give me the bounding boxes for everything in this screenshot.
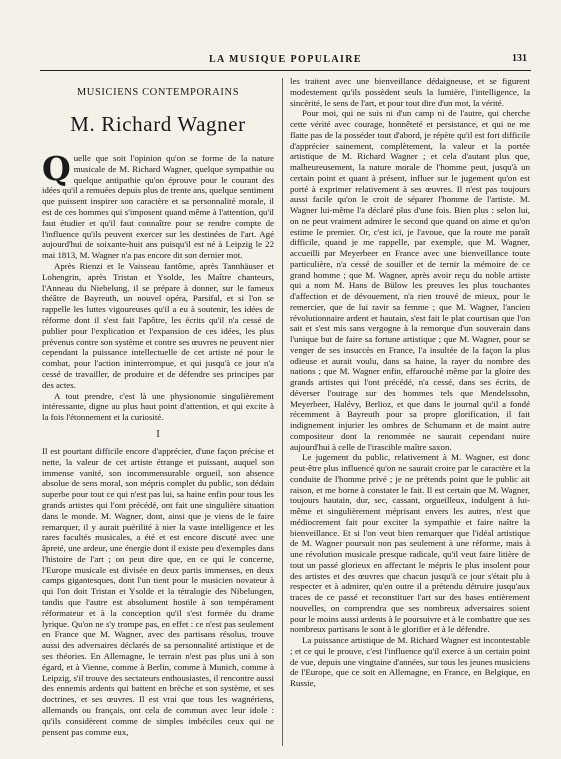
right-paragraph-3: Le jugement du public, relativement à M. Wagner, est donc peut-être plus influencé qu'on ne saurait croire par le caractère et la conduite de l'homme privé ; je ne prétends point que le public ait raison, et me borne à constater le fait. Il est certain que M. Wagner, toujours hautain, dur, sec, cassant, orgueilleux, indulgent à lui-même et singulièrement méprisant envers les autres, n'est que médiocrement fait pour exciter la sympathie et faire naître la bienveillance. Et si l'on veut bien remarquer que l'idéal artistique de M. Wagner poursuit non pas seulement à une réforme, mais à une révolution musicale presque radicale, qu'il veut faire litière de tout un passé glorieux en affectant le mépris le plus insolent pour des artistes et des œuvres que chacun jusqu'à ce jour s'était plu à respecter et à admirer, qu'en outre il a prétendu détruire jusqu'aux traces de ce passé et reconstituer l'art sur des bases entièrement nouvelles, on comprendra que ses nombreux adversaires soient pour le moins aussi ardents à le poursuivre et à le combattre que ses nombreux partisans le sont à le glorifier et à le défendre. — [290, 452, 530, 635]
right-paragraph-4: La puissance artistique de M. Richard Wagner est incontestable ; et ce qui le prouve, c'est l'influence qu'il exerce à un certain point de vue, depuis une vingtaine d'années, sur tous les jeunes musiciens de l'Europe, que ce soit en Allemagne, en France, en Belgique, en Russie, — [290, 635, 530, 688]
right-paragraph-1: les traitent avec une bienveillance dédaigneuse, et se figurent modestement qu'ils possèdent seuls la lumière, l'intelligence, la sincérité, le sens de l'art, et pour tout dire d'un mot, la vérité. — [290, 76, 530, 108]
intro-paragraph-2: Après Rienzi et le Vaisseau fantôme, après Tannhäuser et Lohengrin, après Tristan et Ysolde, les Maître chanteurs, l'Anneau du Niebelung, il se prépare à donner, sur le fameux théâtre de Bayreuth, un nouvel opéra, Parsifal, et si l'on se rappelle les luttes vigoureuses qu'il a eu à soutenir, les idées de réforme dont il s'est fait l'apôtre, les écrits qu'il n'a cessé de publier pour l'explication et l'expansion de ces idées, les plus prévenus contre son système et contre ses œuvres ne peuvent nier cependant la puissance intellectuelle de cet artiste né pour le combat, pour l'action ininterrompue, et qui jusqu'à ce jour n'a cessé de travailler, de produire et de défendre ses principes par des actes. — [42, 260, 274, 390]
intro-paragraph-3: A tout prendre, c'est là une physionomie singulièrement intéressante, digne au plus haut point d'attention, et qui excite à la fois l'étonnement et la curiosité. — [42, 390, 274, 423]
intro-paragraph-1 — [42, 149, 274, 261]
right-paragraph-2: Pour moi, qui ne suis ni d'un camp ni de l'autre, qui cherche cette vérité avec courage, honnêteté et persistance, et qui ne me flatte pas de la posséder tout d'abord, je répète qu'il est fort difficile d'apprécier sainement, complètement, la valeur et la portée artistique de M. Richard Wagner ; et cela d'autant plus que, malheureusement, la nature morale de l'homme peut, jusqu'à un certain point et quant à présent, influer sur le jugement qu'on est porté à exprimer relativement à ses œuvres. Il n'est pas toujours aussi facile qu'on le croit de séparer l'homme de l'artiste. M. Wagner lui-même l'a déclaré plus d'une fois. Bien plus : selon lui, on ne peut vraiment admirer le second que quand on aime et qu'on estime le premier. Or, c'est ici, je l'avoue, que la route me paraît difficile, quand je me rappelle, par exemple, que M. Wagner, accueilli par Meyerbeer en France avec une bienveillance toute particulière, n'a cessé de souiller et de ternir la mémoire de ce grand homme ; que M. Wagner, après avoir reçu du noble artiste qui a nom M. Hans de Bülow les preuves les plus touchantes d'affection et de dévouement, n'a rien trouvé de mieux, pour le remercier, que de lui ravir sa femme ; que M. Wagner, l'ancien révolutionnaire ardent et hautain, s'est fait le plat courtisan que l'on sait et s'est mis sans vergogne à la remorque d'un souverain dans l'unique but de faire sa fortune artistique ; que M. Wagner, pour se venger de ses insuccès en France, l'a insultée de la façon la plus odieuse et aurait voulu, dans sa haine, la rayer du nombre des nations ; que M. Wagner enfin, effarouché même par la gloire des grands artistes qui l'ont précédé, n'a cessé, dans ses écrits, de déverser l'outrage sur des hommes tels que Mendelssohn, Meyerbeer, Halévy, Berlioz, et que dans le journal qu'il a fondé récemment à Bayreuth pour sa propre glorification, il fait indignement injurier les ombres de Schumann et de maint autre compositeur dont la renommée ne saurait cependant nuire aujourd'hui à celle de l'irascible maître saxon. — [290, 108, 530, 452]
part-number: I — [156, 428, 160, 440]
intro-paragraph-1-text: uelle que soit l'opinion qu'on se forme de la nature musicale de M. Richard Wagner, quelque sympathie ou quelque antipathie qu'on éprouve pour le courant des idées qu'il a remuées depuis plus de trente ans, quelque sentiment que puissent inspirer son caractère et sa personnalité morale, il est de ces hommes qui s'imposent quand même à l'attention, qu'il faut étudier et qu'il faut connaître pour se rendre compte de l'influence qu'ils peuvent exercer sur les destinées de l'art. Agé aujourd'hui de soixante-huit ans puisqu'il est né à Leipzig le 22 mai 1813, M. Wagner n'a pas encore dit son dernier mot. — [42, 153, 274, 261]
page-number: 131 — [512, 53, 527, 64]
column-divider — [282, 78, 283, 746]
right-column — [290, 76, 530, 689]
drop-cap: Q — [42, 149, 71, 188]
article-title: M. Richard Wagner — [70, 112, 246, 136]
running-title: LA MUSIQUE POPULAIRE — [208, 54, 362, 65]
section-title: MUSICIENS CONTEMPORAINS — [76, 87, 240, 98]
part-one-paragraph-1: Il est pourtant difficile encore d'apprécier, d'une façon précise et nette, la valeur de cet artiste étrange et puissant, auquel son immense vanité, son incommensurable orgueil, son absence absolue de sens moral, son mépris complet du public, son dédain superbe pour tout ce qui n'est pas lui, sa haine enfin pour tous les grands artistes qui l'ont précédé, ont fait une singulière situation dans le monde. M. Wagner, dont, ainsi que je viens de le faire remarquer, il y aurait puérilité à nier la vaste intelligence et les rares facultés musicales, a été et est encore discuté avec une âpreté, une ardeur, une énergie dont il existe peu d'exemples dans l'histoire de l'art ; on peut dire que, en ce qui le concerne, l'Europe musicale est divisée en deux partis immenses, en deux camps gigantesques, dont l'un tient pour le musicien novateur à qui l'on doit Tristan et Ysolde et la tétralogie des Nibelungen, tandis que l'autre est absolument hostile à son tempérament réformateur et à la conception qu'il s'est formée du drame lyrique. Qu'on ne s'y trompe pas, en effet : ce n'est pas seulement en France que M. Wagner, avec des partisans résolus, trouve aussi des adversaires déclarés de sa personnalité artistique et de ses théories. En Allemagne, le terrain n'est pas plus uni à son égard, et à Vienne, comme à Berlin, comme à Munich, comme à Leipzig, s'il trouve des sectateurs enthousiastes, il rencontre aussi des ennemis ardents qui battent en brèche et son système, et ses doctrines, et ses œuvres. Il est vrai que tous les wagnériens, allemands ou français, ont cela de commun avec leur idole : qu'ils considèrent comme de simples imbéciles ceux qui ne pensent pas comme eux, — [42, 445, 274, 737]
left-column — [42, 80, 274, 737]
page-header — [40, 52, 531, 71]
